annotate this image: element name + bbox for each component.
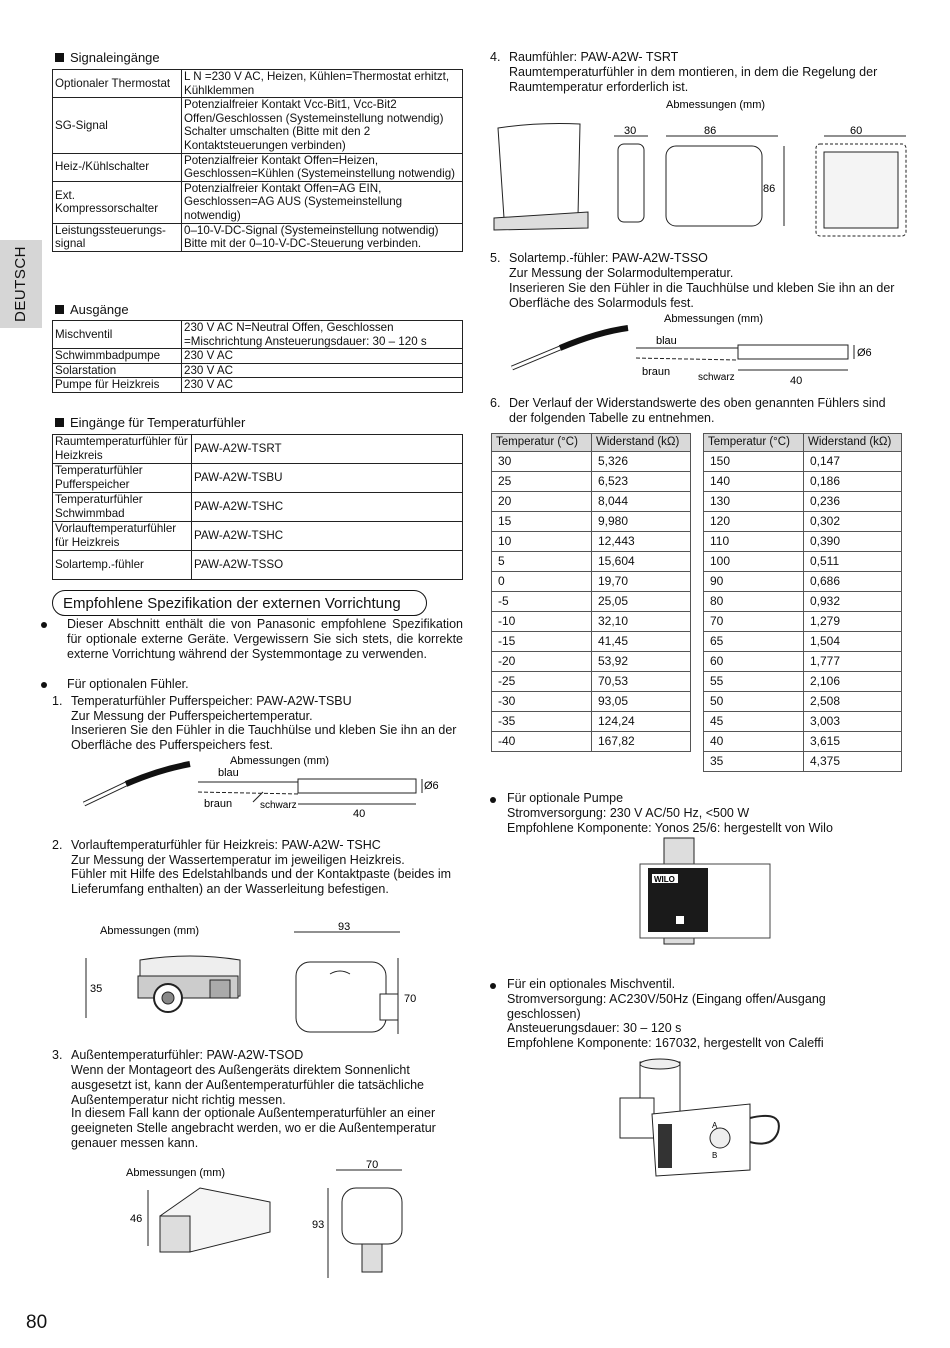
inputs-heading: Signaleingänge: [55, 50, 160, 66]
tsbu-cable-drawing: [78, 752, 448, 824]
svg-text:schwarz: schwarz: [698, 372, 735, 383]
item6-title: Der Verlauf der Widerstandswerte des oben genannten Fühlers sind der folgenden Tabelle zu entnehmen.: [509, 396, 886, 425]
bullet-dot: [41, 622, 47, 628]
sensor-heading: Eingänge für Temperaturfühler: [55, 415, 245, 431]
svg-text:Ø6: Ø6: [857, 347, 872, 359]
input-row: [53, 181, 463, 223]
row-label: 100: [704, 552, 804, 572]
row-value: 0,186: [804, 472, 902, 492]
pump-line: Empfohlene Komponente: Yonos 25/6: hergestellt von Wilo: [507, 821, 833, 835]
language-tab-label: DEUTSCH: [12, 245, 29, 323]
row-label: -40: [492, 732, 592, 752]
resistance-row: [704, 752, 902, 772]
svg-text:93: 93: [338, 921, 351, 933]
resistance-row: [704, 732, 902, 752]
row-value: 1,279: [804, 612, 902, 632]
row-value: 0,147: [804, 452, 902, 472]
output-row: [53, 321, 463, 349]
row-value: PAW-A2W-TSHC: [192, 493, 463, 522]
row-label: 25: [492, 472, 592, 492]
row-value: PAW-A2W-TSHC: [192, 522, 463, 551]
pump-title: Für optionale Pumpe: [507, 791, 624, 805]
item2-number: 2.: [52, 838, 63, 852]
row-value: 0,686: [804, 572, 902, 592]
row-value: Potenzialfreier Kontakt Offen=AG EIN, Geschlossen=AG AUS (Systemeinstellung notwendig): [182, 181, 463, 223]
row-value: 15,604: [592, 552, 691, 572]
svg-text:70: 70: [404, 993, 417, 1005]
col-res: Widerstand (kΩ): [592, 434, 691, 452]
resistance-row: [492, 692, 691, 712]
row-value: 124,24: [592, 712, 691, 732]
svg-text:B: B: [712, 1151, 718, 1160]
row-label: Optionaler Thermostat: [53, 70, 182, 98]
item1-line: Zur Messung der Pufferspeichertemperatur.: [71, 709, 313, 723]
row-value: 230 V AC N=Neutral Offen, Geschlossen =Mischrichtung Ansteuerungsdauer: 30 – 120 s: [182, 321, 463, 349]
row-value: 8,044: [592, 492, 691, 512]
valve-image: [600, 1058, 800, 1188]
row-label: -35: [492, 712, 592, 732]
svg-text:70: 70: [366, 1160, 379, 1171]
row-label: SG-Signal: [53, 98, 182, 153]
row-value: 167,82: [592, 732, 691, 752]
row-label: 15: [492, 512, 592, 532]
sensor-row: [53, 464, 463, 493]
resistance-row: [704, 672, 902, 692]
row-label: 5: [492, 552, 592, 572]
bullet-dot: [490, 983, 496, 989]
valve-line: Stromversorgung: AC230V/50Hz (Eingang offen/Ausgang geschlossen): [507, 992, 826, 1021]
output-row: [53, 349, 463, 364]
svg-text:30: 30: [624, 125, 637, 137]
row-label: 80: [704, 592, 804, 612]
row-label: 140: [704, 472, 804, 492]
resistance-row: [704, 532, 902, 552]
input-row: [53, 223, 463, 251]
row-value: 12,443: [592, 532, 691, 552]
row-label: Temperaturfühler Pufferspeicher: [53, 464, 192, 493]
resistance-row: [704, 452, 902, 472]
sensor-row: [53, 522, 463, 551]
row-label: Solartemp.-fühler: [53, 551, 192, 580]
row-label: Mischventil: [53, 321, 182, 349]
row-value: 4,375: [804, 752, 902, 772]
col-temp: Temperatur (°C): [704, 434, 804, 452]
row-value: 93,05: [592, 692, 691, 712]
row-value: 230 V AC: [182, 363, 463, 378]
row-value: Potenzialfreier Kontakt Vcc-Bit1, Vcc-Bit2 Offen/Geschlossen (Systemeinstellung notwendig) Schalter umschalten (Bitte mit den 2 Kontaktsteuerungen verbinden): [182, 98, 463, 153]
row-label: -20: [492, 652, 592, 672]
resistance-row: [704, 512, 902, 532]
row-value: 0,236: [804, 492, 902, 512]
intro-text: Dieser Abschnitt enthält die von Panasonic empfohlene Spezifikation für optionale externe Geräte. Vergewissern Sie sich stets, die korrekte externe Vorrichtung während der Systemmontage zu verwenden.: [67, 617, 463, 661]
pump-image: [636, 836, 776, 946]
svg-text:40: 40: [353, 808, 366, 820]
row-label: Heiz-/Kühlschalter: [53, 153, 182, 181]
svg-text:93: 93: [312, 1219, 325, 1231]
resistance-row: [704, 652, 902, 672]
row-value: 2,508: [804, 692, 902, 712]
tshc-drawing: [80, 918, 460, 1038]
wilo-logo: WILO: [654, 875, 675, 884]
row-value: 19,70: [592, 572, 691, 592]
pump-line: Stromversorgung: 230 V AC/50 Hz, <500 W: [507, 806, 750, 820]
svg-text:blau: blau: [656, 335, 677, 347]
row-value: Potenzialfreier Kontakt Offen=Heizen, Geschlossen=Kühlen (Systemeinstellung notwendig): [182, 153, 463, 181]
svg-text:blau: blau: [218, 767, 239, 779]
svg-text:86: 86: [763, 183, 776, 195]
resistance-table-left: [491, 433, 691, 752]
row-label: Vorlauftemperaturfühler für Heizkreis: [53, 522, 192, 551]
resistance-row: [492, 532, 691, 552]
sensor-row: [53, 551, 463, 580]
row-label: 55: [704, 672, 804, 692]
svg-text:Abmessungen (mm): Abmessungen (mm): [126, 1167, 226, 1179]
inputs-table: [52, 69, 463, 252]
resistance-row: [704, 612, 902, 632]
row-value: 0–10-V-DC-Signal (Systemeinstellung notwendig) Bitte mit der 0–10-V-DC-Steuerung verbinden.: [182, 223, 463, 251]
item3-title: Außentemperaturfühler: PAW-A2W-TSOD: [71, 1048, 304, 1062]
item3-line: In diesem Fall kann der optionale Außentemperaturfühler an einer geeigneten Stelle angebracht werden, wo er die Außentemperatur genauer messen kann.: [71, 1106, 436, 1150]
svg-text:46: 46: [130, 1213, 143, 1225]
output-row: [53, 363, 463, 378]
svg-text:Ø6: Ø6: [424, 780, 439, 792]
svg-text:35: 35: [90, 983, 103, 995]
svg-text:40: 40: [790, 375, 803, 387]
resistance-row: [704, 492, 902, 512]
svg-text:braun: braun: [642, 366, 671, 378]
row-label: -30: [492, 692, 592, 712]
row-label: 45: [704, 712, 804, 732]
row-label: 35: [704, 752, 804, 772]
item2-line: Fühler mit Hilfe des Edelstahlbands und der Kontaktpaste (beides im Lieferumfang enthalten) an der Wasserleitung befestigen.: [71, 867, 452, 896]
svg-text:60: 60: [850, 125, 863, 137]
resistance-row: [492, 552, 691, 572]
resistance-row: [492, 632, 691, 652]
sensor-table: [52, 434, 463, 580]
row-label: Ext. Kompressorschalter: [53, 181, 182, 223]
sensor-bullet-text: Für optionalen Fühler.: [67, 677, 189, 691]
row-label: -5: [492, 592, 592, 612]
item4-line: Raumtemperaturfühler in dem montieren, in dem die Regelung der Raumtemperatur erforderlich ist.: [509, 65, 878, 94]
page-number: 80: [26, 1312, 48, 1333]
output-row: [53, 378, 463, 393]
row-label: 120: [704, 512, 804, 532]
item5-number: 5.: [490, 251, 501, 265]
row-value: 0,511: [804, 552, 902, 572]
item4-title: Raumfühler: PAW-A2W- TSRT: [509, 50, 679, 64]
item5-title: Solartemp.-fühler: PAW-A2W-TSSO: [509, 251, 708, 265]
row-value: 230 V AC: [182, 378, 463, 393]
row-label: Leistungssteuerungs-signal: [53, 223, 182, 251]
row-value: 0,390: [804, 532, 902, 552]
valve-title: Für ein optionales Mischventil.: [507, 977, 676, 991]
svg-text:86: 86: [704, 125, 717, 137]
item5-line: Inserieren Sie den Fühler in die Tauchhülse und kleben Sie ihn an der Oberfläche des Solarmoduls fest.: [509, 281, 895, 310]
row-label: 70: [704, 612, 804, 632]
row-label: -10: [492, 612, 592, 632]
svg-text:Abmessungen (mm): Abmessungen (mm): [100, 925, 200, 937]
valve-line: Empfohlene Komponente: 167032, hergestellt von Caleffi: [507, 1036, 824, 1050]
item4-number: 4.: [490, 50, 501, 64]
row-value: 25,05: [592, 592, 691, 612]
resistance-row: [492, 572, 691, 592]
row-label: Pumpe für Heizkreis: [53, 378, 182, 393]
outputs-heading: Ausgänge: [55, 302, 129, 318]
svg-text:schwarz: schwarz: [260, 800, 297, 811]
resistance-table-right: [703, 433, 902, 772]
resistance-row: [704, 592, 902, 612]
row-value: 53,92: [592, 652, 691, 672]
resistance-row: [492, 492, 691, 512]
row-label: Raumtemperaturfühler für Heizkreis: [53, 435, 192, 464]
resistance-row: [704, 472, 902, 492]
row-value: 3,615: [804, 732, 902, 752]
row-label: 65: [704, 632, 804, 652]
row-label: 150: [704, 452, 804, 472]
row-value: 70,53: [592, 672, 691, 692]
row-label: 130: [704, 492, 804, 512]
item2-line: Zur Messung der Wassertemperatur im jeweiligen Heizkreis.: [71, 853, 405, 867]
tsrt-drawing: [488, 98, 908, 248]
item1-number: 1.: [52, 694, 63, 708]
item1-line: Inserieren Sie den Fühler in die Tauchhülse und kleben Sie ihn an der Oberfläche des Pufferspeichers fest.: [71, 723, 457, 752]
row-label: 110: [704, 532, 804, 552]
row-value: PAW-A2W-TSBU: [192, 464, 463, 493]
resistance-row: [492, 472, 691, 492]
resistance-row: [704, 572, 902, 592]
resistance-row: [492, 652, 691, 672]
row-value: 9,980: [592, 512, 691, 532]
row-label: 40: [704, 732, 804, 752]
bullet-dot: [490, 797, 496, 803]
row-label: 90: [704, 572, 804, 592]
row-value: 41,45: [592, 632, 691, 652]
svg-text:Abmessungen (mm): Abmessungen (mm): [666, 99, 766, 111]
row-value: PAW-A2W-TSRT: [192, 435, 463, 464]
row-label: 0: [492, 572, 592, 592]
row-value: 0,302: [804, 512, 902, 532]
row-label: 10: [492, 532, 592, 552]
resistance-row: [704, 692, 902, 712]
svg-text:A: A: [712, 1121, 718, 1130]
item3-line: Wenn der Montageort des Außengeräts direktem Sonnenlicht ausgesetzt ist, kann der Außentemperaturfühler die tatsächliche Außentemperatur nicht richtig messen.: [71, 1063, 424, 1107]
resistance-row: [704, 552, 902, 572]
row-value: 6,523: [592, 472, 691, 492]
col-temp: Temperatur (°C): [492, 434, 592, 452]
row-value: 1,777: [804, 652, 902, 672]
row-value: 32,10: [592, 612, 691, 632]
row-value: 5,326: [592, 452, 691, 472]
resistance-row: [492, 732, 691, 752]
row-value: PAW-A2W-TSSO: [192, 551, 463, 580]
tsso-cable-drawing: [508, 310, 888, 390]
svg-text:Abmessungen (mm): Abmessungen (mm): [664, 313, 764, 325]
sensor-row: [53, 493, 463, 522]
resistance-row: [492, 612, 691, 632]
row-label: Schwimmbadpumpe: [53, 349, 182, 364]
outputs-table: [52, 320, 463, 393]
row-value: 2,106: [804, 672, 902, 692]
resistance-row: [492, 512, 691, 532]
resistance-row: [704, 632, 902, 652]
item5-line: Zur Messung der Solarmodultemperatur.: [509, 266, 734, 280]
item6-number: 6.: [490, 396, 501, 410]
svg-text:braun: braun: [204, 798, 233, 810]
row-label: 60: [704, 652, 804, 672]
tsod-drawing: [120, 1160, 430, 1280]
section-title: Empfohlene Spezifikation der externen Vorrichtung: [52, 590, 427, 616]
row-label: -25: [492, 672, 592, 692]
input-row: [53, 153, 463, 181]
row-label: 30: [492, 452, 592, 472]
row-label: 50: [704, 692, 804, 712]
row-label: Temperaturfühler Schwimmbad: [53, 493, 192, 522]
resistance-row: [704, 712, 902, 732]
row-label: -15: [492, 632, 592, 652]
input-row: [53, 98, 463, 153]
resistance-row: [492, 712, 691, 732]
caleffi-logo: CALEFFI: [677, 1121, 684, 1150]
resistance-row: [492, 592, 691, 612]
item1-title: Temperaturfühler Pufferspeicher: PAW-A2W-TSBU: [71, 694, 352, 708]
col-res: Widerstand (kΩ): [804, 434, 902, 452]
row-value: L N =230 V AC, Heizen, Kühlen=Thermostat erhitzt, Kühlklemmen: [182, 70, 463, 98]
dim-label: Abmessungen (mm): [230, 755, 330, 767]
resistance-row: [492, 672, 691, 692]
row-value: 0,932: [804, 592, 902, 612]
row-label: 20: [492, 492, 592, 512]
input-row: [53, 70, 463, 98]
item2-title: Vorlauftemperaturfühler für Heizkreis: PAW-A2W- TSHC: [71, 838, 381, 852]
item3-number: 3.: [52, 1048, 63, 1062]
bullet-dot: [41, 682, 47, 688]
row-value: 230 V AC: [182, 349, 463, 364]
row-label: Solarstation: [53, 363, 182, 378]
row-value: 1,504: [804, 632, 902, 652]
resistance-row: [492, 452, 691, 472]
sensor-row: [53, 435, 463, 464]
row-value: 3,003: [804, 712, 902, 732]
language-tab: [0, 240, 42, 328]
valve-line: Ansteuerungsdauer: 30 – 120 s: [507, 1021, 682, 1035]
